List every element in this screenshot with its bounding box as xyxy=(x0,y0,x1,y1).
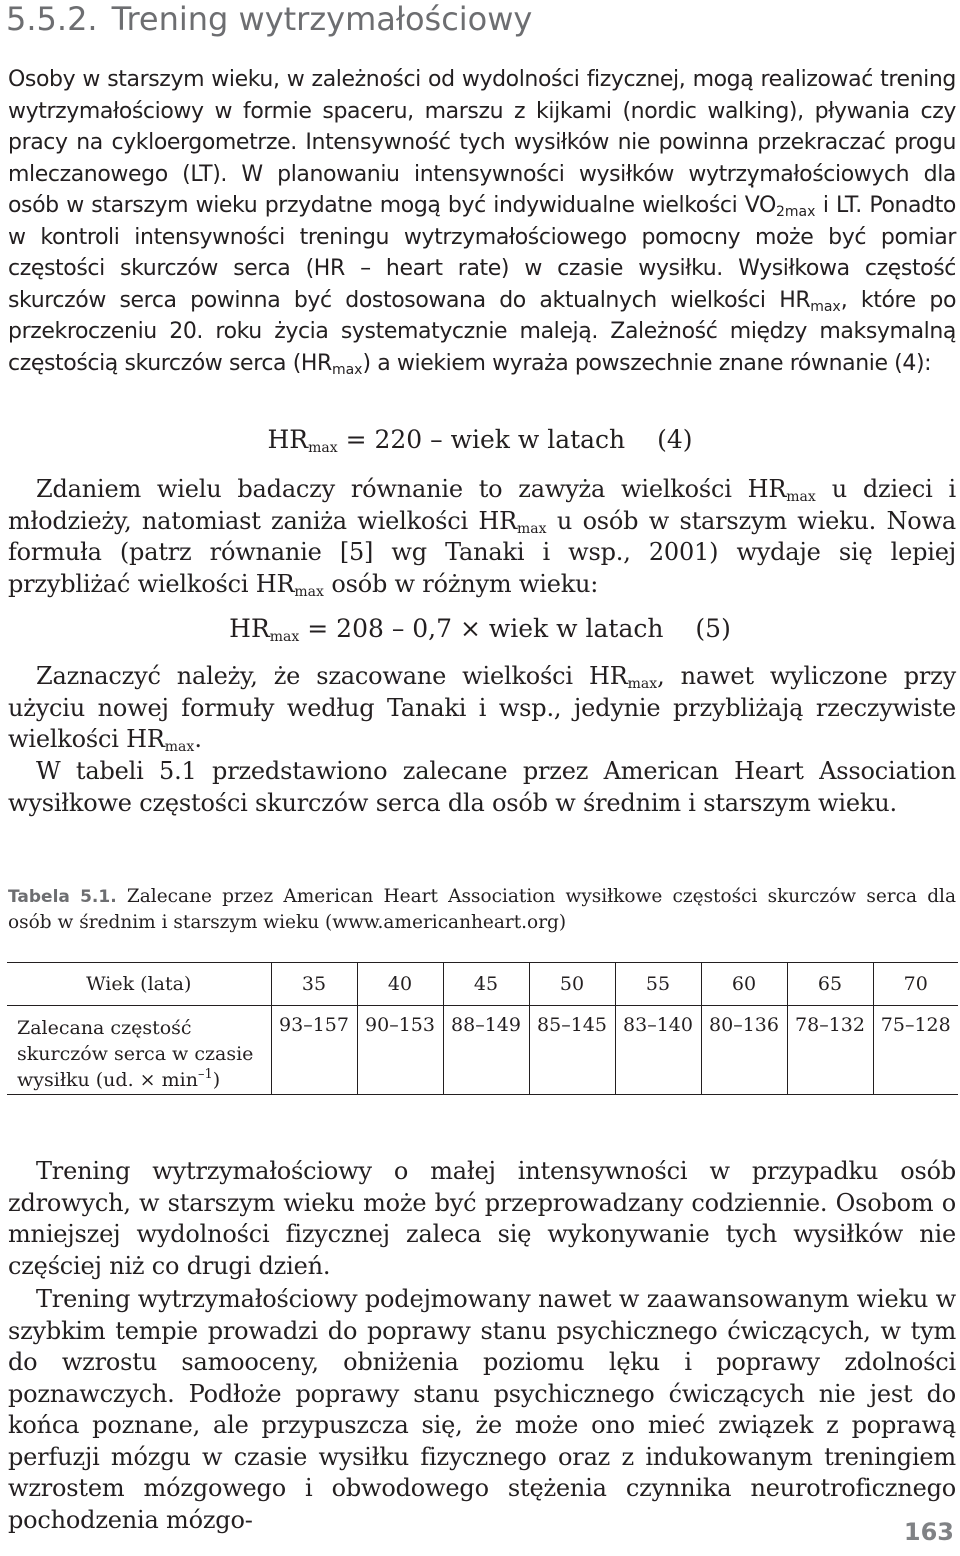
header-age: 40 xyxy=(357,963,443,1006)
p2-text-a: Zdaniem wielu badaczy równanie to zawyża wielkości xyxy=(36,475,732,503)
hr-subscript: max xyxy=(294,583,324,600)
p2-text-c: u osób w starszym wieku. Nowa formuła (patrz równanie [5] wg Tanaki i wsp., 2001) wydaje się lepiej przybliżać wielkości xyxy=(8,506,956,598)
header-age: 60 xyxy=(701,963,787,1006)
page-number: 163 xyxy=(903,1518,954,1546)
row-label xyxy=(7,1006,271,1095)
hrmax-symbol-4 xyxy=(478,507,546,535)
eq5-expression: = 208 – 0,7 × wiek w latach xyxy=(307,614,664,643)
eq4-expression: = 220 – wiek w latach xyxy=(345,425,626,454)
p3-end: . xyxy=(194,725,202,753)
intro-text-c: , które po przekroczeniu 20. roku życia systematycznie maleją. Zależność między maksymalną częstością skurczów serca ( xyxy=(8,287,956,376)
header-age: 70 xyxy=(873,963,958,1006)
hr-text: HR xyxy=(747,475,787,503)
eq5-hr: HR xyxy=(229,614,270,643)
table-header-row xyxy=(7,963,958,1006)
row-label-text: Zalecana częstość skurczów serca w czasie wysiłku (ud. × min xyxy=(17,1017,254,1091)
hr-subscript: max xyxy=(627,676,658,692)
table-caption-text: Zalecane przez American Heart Association wysiłkowe częstości skurczów serca dla osób w średnim i starszym wieku (www.americanheart.org) xyxy=(8,886,956,933)
p3-text-a: Zaznaczyć należy, że szacowane wielkości xyxy=(36,662,573,690)
p3-text-b: , nawet wyliczone przy użyciu nowej formuły według Tanaki i wsp., jedynie przybliżają rzeczywiste wielkości xyxy=(8,662,956,753)
hrmax-symbol-6 xyxy=(589,662,657,690)
hrmax-symbol-2 xyxy=(301,351,363,376)
header-age: 50 xyxy=(529,963,615,1006)
section-number: 5.5.2. xyxy=(6,0,98,38)
hr-text: HR xyxy=(478,506,517,535)
hr-text: HR xyxy=(588,662,628,690)
paragraph-formula-critique xyxy=(8,474,956,600)
hr-text: HR xyxy=(255,569,295,598)
hrmax-symbol-7 xyxy=(126,725,194,753)
table-cell: 75–128 xyxy=(873,1006,958,1095)
eq4-label: (4) xyxy=(657,425,693,454)
header-age: 65 xyxy=(787,963,873,1006)
table-cell: 90–153 xyxy=(357,1006,443,1095)
table-row xyxy=(7,1006,958,1095)
paragraph-estimation-note xyxy=(8,661,956,756)
heart-rate-table xyxy=(7,962,958,1095)
eq5-label: (5) xyxy=(695,614,731,643)
header-age: 55 xyxy=(615,963,701,1006)
p2-text-d: osób w różnym wieku: xyxy=(331,569,599,598)
equation-5 xyxy=(0,613,960,645)
table-cell: 88–149 xyxy=(443,1006,529,1095)
intro-text-d: ) a wiekiem wyraża powszechnie znane równanie (4): xyxy=(362,350,932,376)
header-age: 45 xyxy=(443,963,529,1006)
intro-text-b: i LT. Ponadto w kontroli intensywności treningu wytrzymałościowego pomocny może być pomiar częstości skurczów serca (HR – heart rate) w czasie wysiłku. Wysiłkowa częstość skurczów serca powinna być dostosowana do aktualnych wielkości xyxy=(8,193,956,313)
table-cell: 93–157 xyxy=(271,1006,357,1095)
hr-text: HR xyxy=(779,287,811,313)
hrmax-symbol-3 xyxy=(748,475,816,503)
hr-subscript: max xyxy=(786,489,816,505)
eq4-sub: max xyxy=(308,440,338,456)
hr-subscript: max xyxy=(331,361,363,378)
hr-subscript: max xyxy=(164,739,195,755)
paragraph-table-intro: W tabeli 5.1 przedstawiono zalecane przez American Heart Association wysiłkowe częstości skurczów serca dla osób w średnim i starszym wieku. xyxy=(8,757,956,817)
table-cell: 78–132 xyxy=(787,1006,873,1095)
section-heading xyxy=(6,0,532,38)
row-label-superscript: –1 xyxy=(197,1067,213,1082)
paragraph-psychological-effects: Trening wytrzymałościowy podejmowany nawet w zaawansowanym wieku w szybkim tempie prowadzi do poprawy stanu psychicznego ćwiczących, w tym do wzrostu samooceny, obniżenia poziomu lęku i poprawy zdolności poznawczych. Podłoże poprawy stanu psychicznego ćwiczących nie jest do końca poznane, ale przypuszcza się, że może ono mieć związek z poprawą perfuzji mózgu w czasie wysiłku fizycznego oraz z indukowanym treningiem wzrostem mózgowego i obwodowego stężenia czynnika neurotroficznego pochodzenia mózgo- xyxy=(8,1285,956,1534)
hr-text: HR xyxy=(126,725,165,753)
eq5-sub: max xyxy=(269,629,300,645)
eq4-hr: HR xyxy=(267,425,309,454)
vo-text: VO xyxy=(744,193,776,218)
table-caption-label: Tabela 5.1. xyxy=(8,887,117,907)
header-age-label: Wiek (lata) xyxy=(7,963,271,1006)
equation-4 xyxy=(0,424,960,456)
hr-subscript: max xyxy=(810,298,841,315)
header-age: 35 xyxy=(271,963,357,1006)
table-cell: 80–136 xyxy=(701,1006,787,1095)
hrmax-symbol xyxy=(779,288,841,313)
vo-subscript: 2max xyxy=(775,204,816,220)
section-title: Trening wytrzymałościowy xyxy=(111,0,533,38)
intro-text-a: Osoby w starszym wieku, w zależności od wydolności fizycznej, mogą realizować trening wytrzymałościowy w formie spaceru, marszu z kijkami (nordic walking), pływania czy pracy na cykloergometrze. Intensywność tych wysiłków nie powinna przekraczać progu mleczanowego (LT). W planowaniu intensywności wysiłków wytrzymałościowych dla osób w starszym wieku przydatne mogą być indywidualne wielkości xyxy=(8,67,956,218)
paragraph-intro xyxy=(8,64,956,379)
table-cell: 83–140 xyxy=(615,1006,701,1095)
table-cell: 85–145 xyxy=(529,1006,615,1095)
vo2max-symbol xyxy=(745,190,816,222)
row-label-close: ) xyxy=(212,1069,221,1091)
hr-text: HR xyxy=(300,350,332,376)
p2-text-b: u dzieci i młodzieży, natomiast zaniża wielkości xyxy=(8,475,957,535)
paragraph-training-frequency: Trening wytrzymałościowy o małej intensywności w przypadku osób zdrowych, w starszym wieku może być przeprowadzany codziennie. Osobom o mniejszej wydolności fizycznej zaleca się wykonywanie tych wysiłków nie częściej niż co drugi dzień. xyxy=(8,1157,956,1280)
hr-subscript: max xyxy=(517,520,547,537)
table-caption xyxy=(8,884,956,936)
hrmax-symbol-5 xyxy=(256,570,324,598)
